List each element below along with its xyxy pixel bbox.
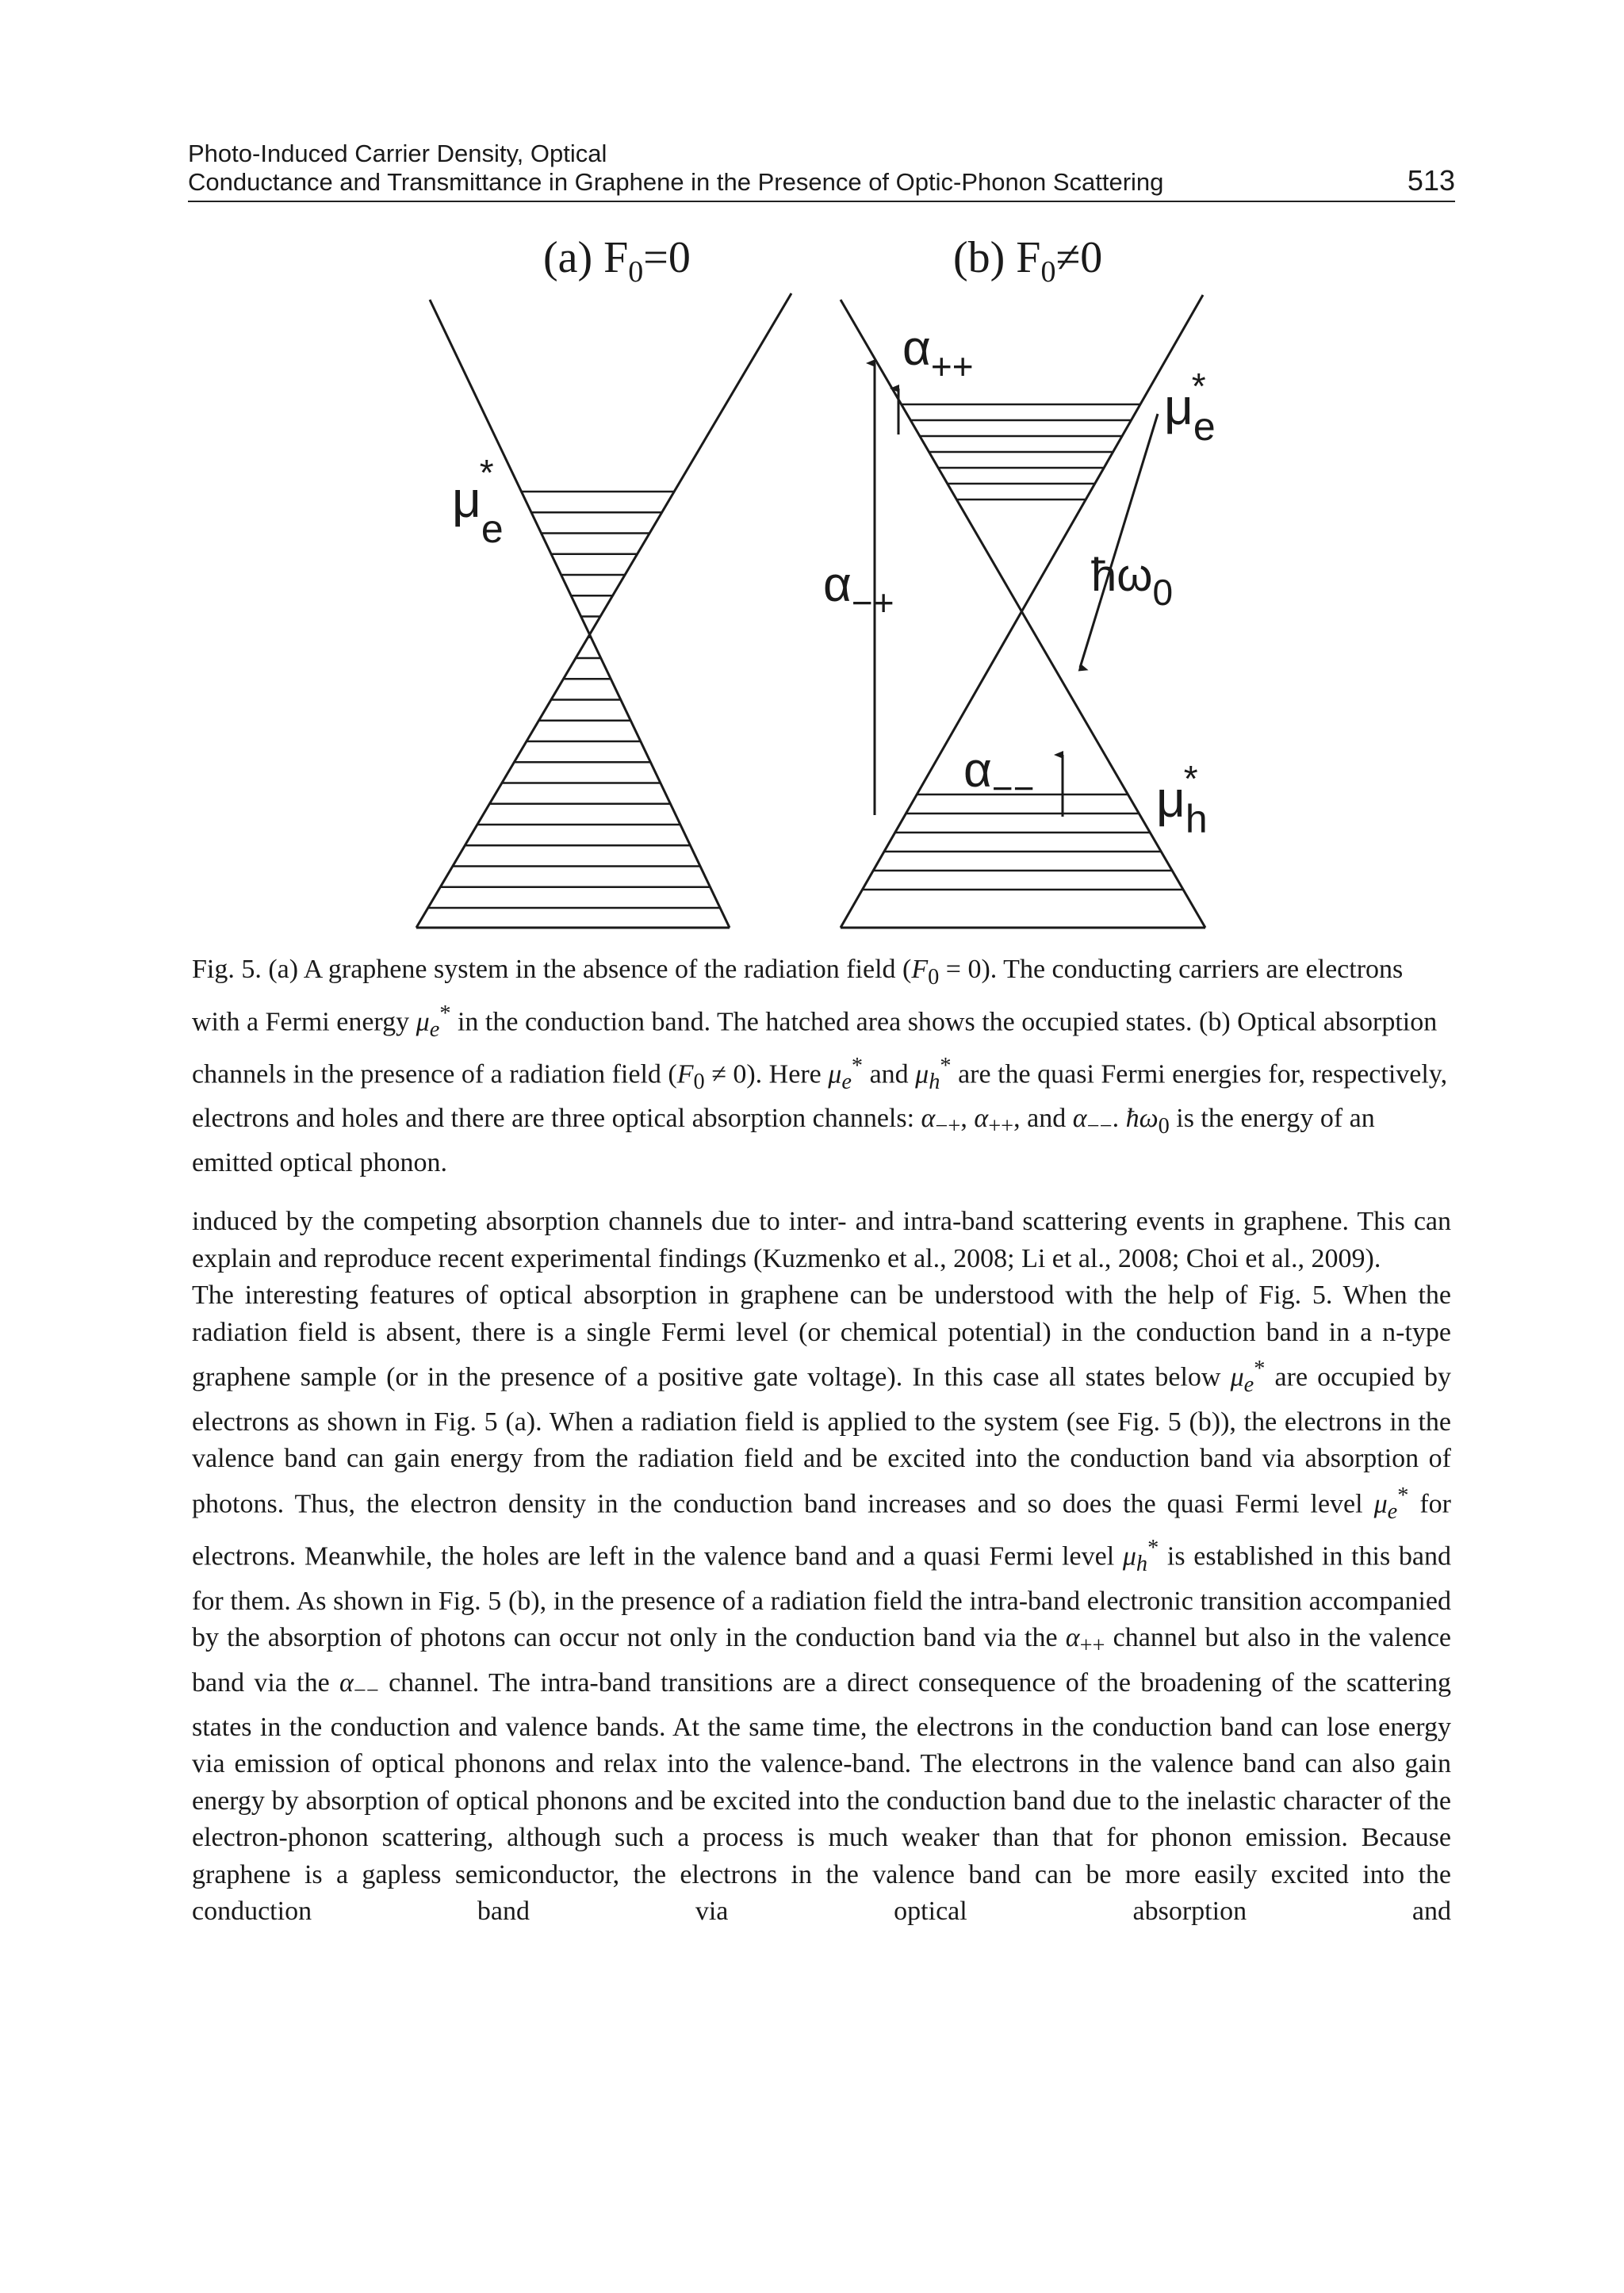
panel-a-cone-left: [416, 300, 430, 928]
header-title-line-2: Conductance and Transmittance in Graphene in the Presence of Optic-Phonon Scattering: [188, 168, 1164, 196]
mu-h-label: $\mu_h*$: [1156, 758, 1208, 841]
alpha-minus-plus-label: $\alpha_{-+}$: [823, 557, 894, 623]
panel-b: [823, 233, 1216, 928]
panel-b-label: (b) $F_0\ne 0$: [953, 233, 1103, 289]
figure-caption: Fig. 5. (a) A graphene system in the absence of the radiation field $(F_0 = 0)$. The conducting carriers are electrons with a Fermi energy $\mu_e^*$ in the conduction band. The hatched area shows the occupied states. (b) Optical absorption channels in the presence of a radiation field $(F_0 \ne 0)$. Here $\mu_e^*$ and $\mu_h^*$ are the quasi Fermi energies for, respectively, electrons and holes and there are three optical absorption channels: $\alpha_{-+}$, $\alpha_{++}$, and $\alpha_{--}$. $ħ\omega_0$ is the energy of an emitted optical phonon.: [192, 955, 1448, 1177]
panel-a-label: (a) $F_0=0$: [543, 233, 691, 289]
panel-a-hatch: [428, 492, 720, 908]
mu-e-label-b: $\mu_e*$: [1164, 366, 1216, 449]
panel-b-hatch-top: [902, 404, 1140, 500]
page-number: 513: [1407, 164, 1455, 197]
running-header: [188, 140, 1455, 197]
band-diagram: [396, 230, 1253, 944]
panel-a-cone-line-1: [430, 300, 730, 928]
body-text: [192, 1204, 1451, 1931]
header-rule: [188, 201, 1455, 202]
header-title-line-1: Photo-Induced Carrier Density, Optical: [188, 140, 607, 167]
figure-5: [396, 230, 1253, 944]
mu-e-label-a: $\mu_e*$: [452, 452, 504, 551]
alpha-minus-minus-label: $\alpha_{--}$: [963, 743, 1035, 809]
panel-a: [416, 233, 791, 928]
alpha-plus-plus-label: $\alpha_{++}$: [902, 321, 974, 387]
paragraph-2: The interesting features of optical absorption in graphene can be understood with the help of Fig. 5. When the radiation field is absent, there is a single Fermi level (or chemical potential) in the conduction band in a n-type graphene sample (or in the presence of a positive gate voltage). In this case all states below $\mu_e^*$ are occupied by electrons as shown in Fig. 5 (a). When a radiation field is applied to the system (see Fig. 5 (b)), the electrons in the valence band can gain energy from the radiation field and be excited into the conduction band via absorption of photons. Thus, the electron density in the conduction band increases and so does the quasi Fermi level $\mu_e^*$ for electrons. Meanwhile, the holes are left in the valence band and a quasi Fermi level $\mu_h^*$ is established in this band for them. As shown in Fig. 5 (b), in the presence of a radiation field the intra-band electronic transition accompanied by the absorption of photons can occur not only in the conduction band via the $\alpha_{++}$ channel but also in the valence band via the $\alpha_{--}$ channel. The intra-band transitions are a direct consequence of the broadening of the scattering states in the conduction and valence bands. At the same time, the electrons in the conduction band can lose energy via emission of optical phonons and relax into the valence-band. The electrons in the valence band can also gain energy by absorption of optical phonons and be excited into the conduction band due to the inelastic character of the electron-phonon scattering, although such a process is much weaker than that for phonon emission. Because graphene is a gapless semiconductor, the electrons in the valence band can be more easily excited into the conduction band via optical absorption and: [192, 1280, 1452, 1927]
paragraph-1: induced by the competing absorption channels due to inter- and intra-band scattering events in graphene. This can explain and reproduce recent experimental findings (Kuzmenko et al., 2008; Li et al., 2008; Choi et al., 2009).: [192, 1207, 1451, 1273]
hw0-label: $ħ\omega_0$: [1091, 549, 1174, 613]
